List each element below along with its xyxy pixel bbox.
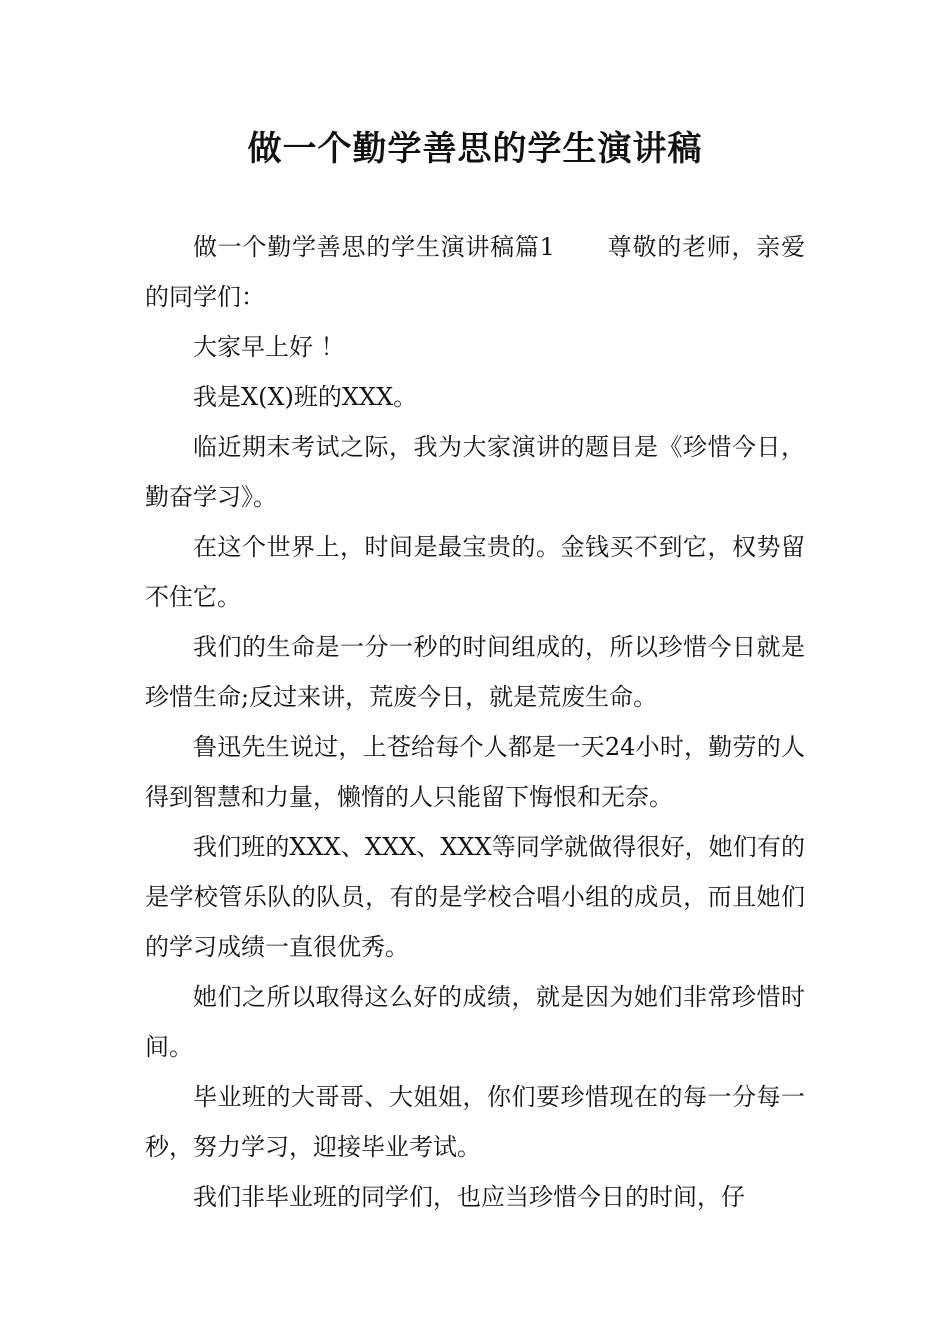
document-body	[145, 222, 805, 1222]
paragraph-topic: 临近期末考试之际，我为大家演讲的题目是《珍惜今日，勤奋学习》。	[145, 433, 805, 511]
paragraph-graduates: 毕业班的大哥哥、大姐姐，你们要珍惜现在的每一分每一秒，努力学习，迎接毕业考试。	[145, 1083, 805, 1161]
paragraph-classmates: 我们班的XXX、XXX、XXX等同学就做得很好，她们有的是学校管乐队的队员，有的是学校合唱小组的成员，而且她们的学习成绩一直很优秀。	[145, 833, 805, 961]
paragraph-luxun: 鲁迅先生说过，上苍给每个人都是一天24小时，勤劳的人得到智慧和力量，懒惰的人只能留下悔恨和无奈。	[145, 733, 805, 811]
paragraph-life: 我们的生命是一分一秒的时间组成的，所以珍惜今日就是珍惜生命;反过来讲，荒废今日，就是荒废生命。	[145, 633, 805, 711]
salutation: 尊敬的老师，亲爱的同学们：	[145, 233, 806, 311]
paragraph-success: 她们之所以取得这么好的成绩，就是因为她们非常珍惜时间。	[145, 983, 805, 1061]
intro-paragraph	[145, 222, 805, 322]
paragraph-greeting: 大家早上好 ！	[193, 333, 345, 361]
intro-heading: 做一个勤学善思的学生演讲稿篇1	[193, 233, 555, 261]
paragraph-non-graduates: 我们非毕业班的同学们，也应当珍惜今日的时间，仔	[193, 1183, 745, 1211]
paragraph-time-value: 在这个世界上，时间是最宝贵的。金钱买不到它，权势留不住它。	[145, 533, 805, 611]
document-title: 做一个勤学善思的学生演讲稿	[247, 129, 703, 169]
paragraph-self-intro: 我是X(X)班的XXX。	[193, 383, 418, 411]
